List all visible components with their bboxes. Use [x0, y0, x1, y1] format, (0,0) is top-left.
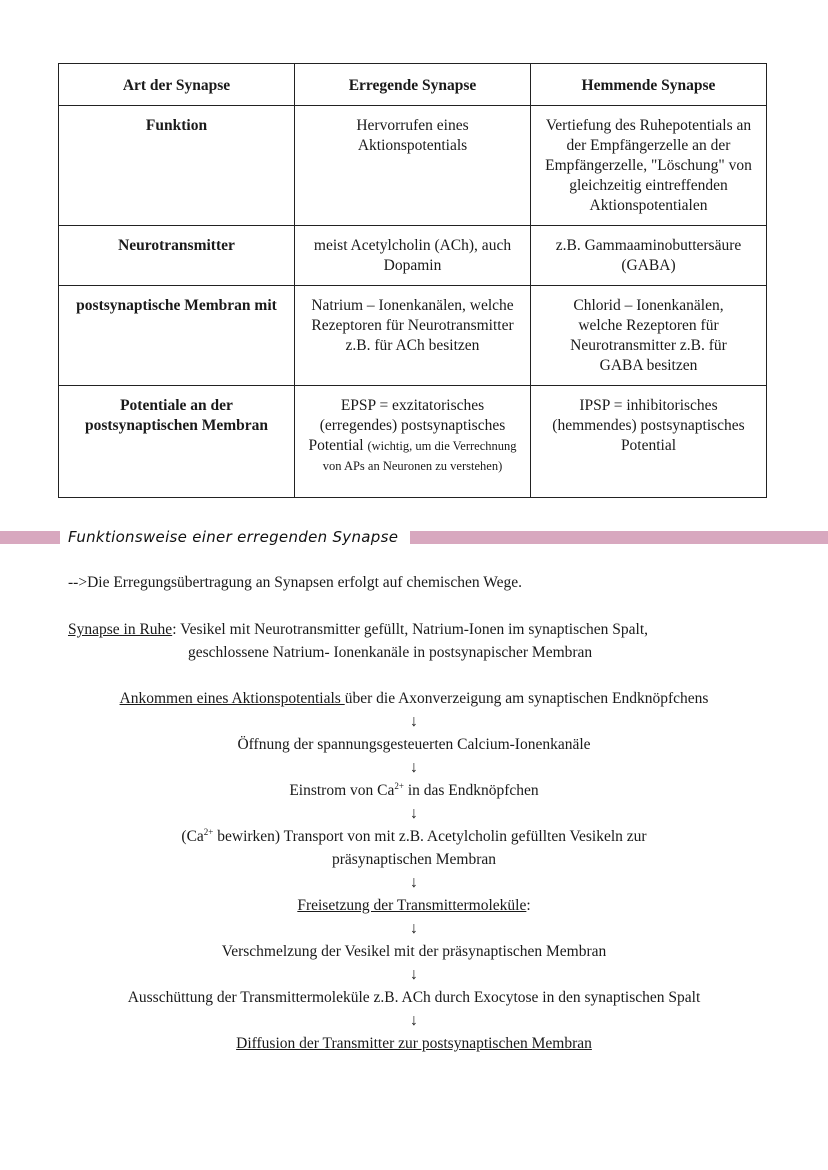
- cell-function-excitatory: [295, 106, 531, 226]
- flow-arrow-icon: ↓: [410, 759, 418, 776]
- table-row: [59, 386, 767, 498]
- cell-text: z.B. Gammaaminobuttersäure (GABA): [555, 237, 742, 274]
- table-header-row: [59, 64, 767, 106]
- rest-state-text-line2: geschlossene Natrium- Ionenkanäle in postsynapischer Membran: [188, 644, 593, 661]
- header-excitatory: Erregende Synapse: [295, 64, 531, 106]
- cell-neurotransmitter-inhibitory: [531, 226, 767, 286]
- header-inhibitory: Hemmende Synapse: [531, 64, 767, 106]
- cell-text: EPSP = exzitatorisches (erregendes) postsynaptisches Potential: [308, 397, 506, 454]
- section-heading: Funktionsweise einer erregenden Synapse: [68, 528, 399, 546]
- flow-step-6: Verschmelzung der Vesikel mit der präsynaptischen Membran: [221, 943, 607, 960]
- flow-step-3-sup: 2+: [394, 780, 404, 791]
- accent-bar-right: [410, 531, 828, 544]
- flow-arrow-icon: ↓: [410, 966, 418, 983]
- flow-step-8-underlined: Diffusion der Transmitter zur postsynaptischen Membran: [236, 1035, 592, 1052]
- flow-step-5: [58, 895, 770, 917]
- cell-membrane-excitatory: [295, 286, 531, 386]
- cell-text: Hervorrufen eines Aktionspotentials: [356, 117, 469, 154]
- table-row: [59, 226, 767, 286]
- cell-text: Chlorid – Ionenkanälen, welche Rezeptoren für Neurotransmitter z.B. für GABA besitzen: [570, 297, 727, 374]
- flow-step-1-rest: über die Axonverzeigung am synaptischen Endknöpfchens: [344, 690, 709, 707]
- flow-step-7: Ausschüttung der Transmittermoleküle z.B. ACh durch Exocytose in den synaptischen Spalt: [127, 989, 701, 1006]
- row-label-neurotransmitter: Neurotransmitter: [59, 226, 295, 286]
- cell-text: Natrium – Ionenkanälen, welche Rezeptoren für Neurotransmitter z.B. für ACh besitzen: [311, 297, 514, 354]
- table-row: [59, 286, 767, 386]
- flow-step-5-colon: :: [526, 897, 531, 914]
- flow-step-3-a: Einstrom von Ca: [289, 782, 395, 799]
- row-label-potentials: Potentiale an der postsynaptischen Membran: [59, 386, 295, 498]
- flow-arrow-icon: ↓: [410, 713, 418, 730]
- flow-step-4-line2: präsynaptischen Membran: [332, 851, 496, 868]
- row-label-function: Funktion: [59, 106, 295, 226]
- synapse-comparison-table: [58, 63, 767, 498]
- flow-step-3-b: in das Endknöpfchen: [403, 782, 539, 799]
- flow-step-1-underlined: Ankommen eines Aktionspotentials: [119, 690, 345, 707]
- flow-step-4-sup: 2+: [203, 826, 214, 837]
- rest-state-paragraph: [68, 619, 648, 641]
- intro-text: -->Die Erregungsübertragung an Synapsen erfolgt auf chemischen Wege.: [68, 574, 522, 591]
- flow-arrow-icon: ↓: [410, 920, 418, 937]
- cell-potentials-excitatory: [295, 386, 531, 498]
- cell-membrane-inhibitory: [531, 286, 767, 386]
- cell-text: Vertiefung des Ruhepotentials an der Empfängerzelle an der Empfängerzelle, "Löschung" von gleichzeitig eintreffenden Aktionspotentialen: [545, 117, 752, 214]
- flow-step-4: [58, 826, 770, 848]
- table-row: [59, 106, 767, 226]
- flow-step-3: [58, 780, 770, 802]
- flow-step-2: Öffnung der spannungsgesteuerten Calcium-Ionenkanäle: [237, 736, 591, 753]
- rest-state-label: Synapse in Ruhe: [68, 621, 173, 638]
- flow-step-4-a: (Ca: [181, 828, 204, 845]
- cell-note: (wichtig, um die Verrechnung von APs an Neuronen zu verstehen): [322, 439, 517, 473]
- header-type: Art der Synapse: [59, 64, 295, 106]
- flow-arrow-icon: ↓: [410, 874, 418, 891]
- flow-step-1: [58, 688, 770, 710]
- cell-neurotransmitter-excitatory: meist Acetylcholin (ACh), auch Dopamin: [295, 226, 531, 286]
- cell-function-inhibitory: [531, 106, 767, 226]
- flow-step-4-b: bewirken) Transport von mit z.B. Acetylcholin gefüllten Vesikeln zur: [213, 828, 647, 845]
- accent-bar-left: [0, 531, 60, 544]
- rest-state-text: : Vesikel mit Neurotransmitter gefüllt, Natrium-Ionen im synaptischen Spalt,: [172, 621, 649, 638]
- row-label-membrane: postsynaptische Membran mit: [59, 286, 295, 386]
- cell-potentials-inhibitory: IPSP = inhibitorisches (hemmendes) postsynaptisches Potential: [531, 386, 767, 498]
- flow-step-5-underlined: Freisetzung der Transmittermoleküle: [297, 897, 527, 914]
- flow-arrow-icon: ↓: [410, 805, 418, 822]
- flow-step-8: [58, 1033, 770, 1055]
- flow-arrow-icon: ↓: [410, 1012, 418, 1029]
